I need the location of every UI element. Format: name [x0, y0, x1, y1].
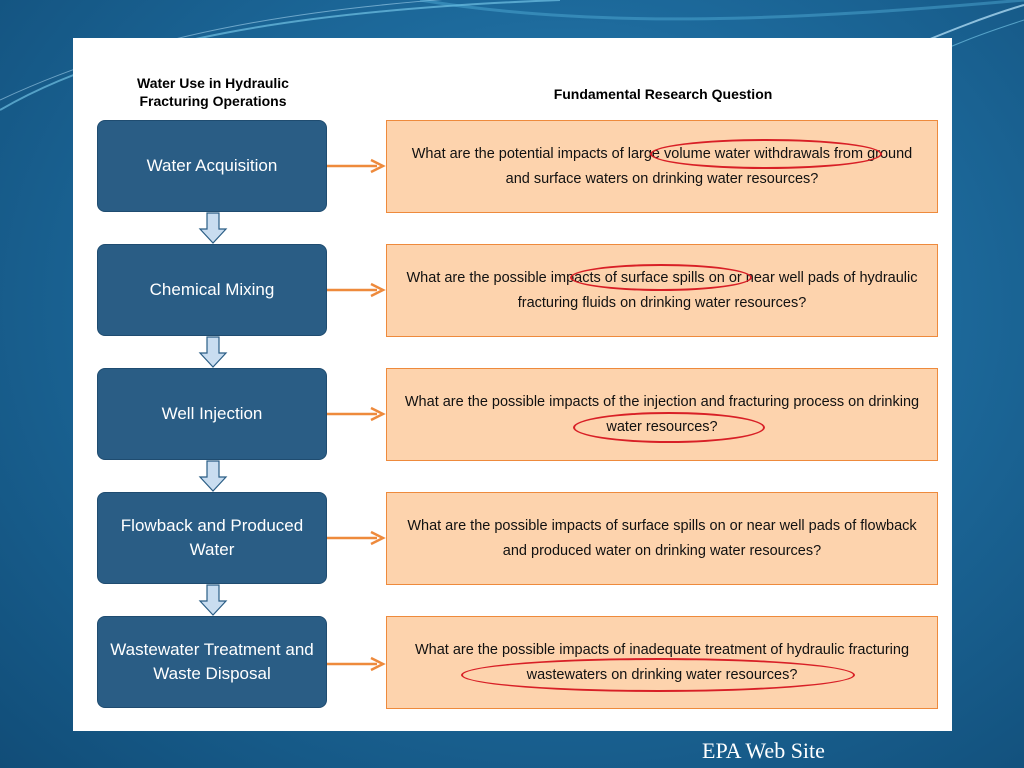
step-flowback-produced-water: Flowback and Produced Water	[97, 492, 327, 584]
right-arrow-icon	[327, 282, 387, 298]
source-footer: EPA Web Site	[702, 738, 825, 763]
down-arrow-icon	[198, 336, 228, 368]
question-water-acquisition: What are the potential impacts of large volume water withdrawals from ground and surface waters on drinking water resources?	[386, 120, 938, 213]
question-chemical-mixing: What are the possible impacts of surface spills on or near well pads of hydraulic fracturing fluids on drinking water resources?	[386, 244, 938, 337]
step-well-injection: Well Injection	[97, 368, 327, 460]
question-flowback-produced-water: What are the possible impacts of surface spills on or near well pads of flowback and produced water on drinking water resources?	[386, 492, 938, 585]
diagram-card	[73, 38, 952, 731]
step-wastewater-treatment: Wastewater Treatment and Waste Disposal	[97, 616, 327, 708]
down-arrow-icon	[198, 460, 228, 492]
question-well-injection: What are the possible impacts of the injection and fracturing process on drinking water resources?	[386, 368, 938, 461]
right-arrow-icon	[327, 656, 387, 672]
left-column-header: Water Use in Hydraulic Fracturing Operations	[137, 75, 289, 109]
step-water-acquisition: Water Acquisition	[97, 120, 327, 212]
down-arrow-icon	[198, 212, 228, 244]
right-arrow-icon	[327, 530, 387, 546]
question-wastewater-treatment: What are the possible impacts of inadequate treatment of hydraulic fracturing wastewaters on drinking water resources?	[386, 616, 938, 709]
step-chemical-mixing: Chemical Mixing	[97, 244, 327, 336]
down-arrow-icon	[198, 584, 228, 616]
right-arrow-icon	[327, 406, 387, 422]
right-column-header: Fundamental Research Question	[553, 86, 773, 102]
right-arrow-icon	[327, 158, 387, 174]
